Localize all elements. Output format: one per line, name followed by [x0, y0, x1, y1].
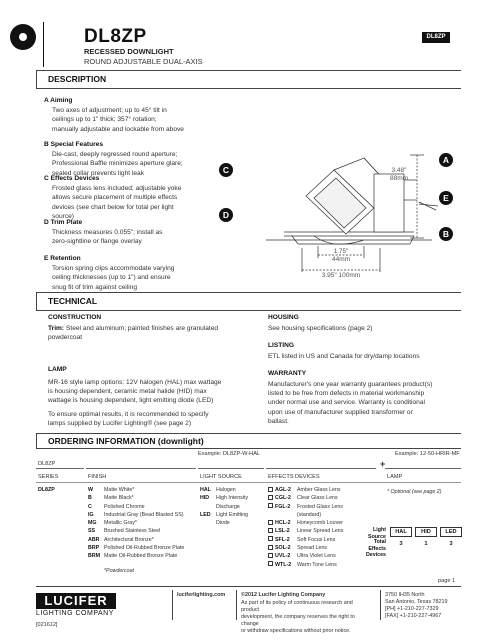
lamp-text [48, 378, 263, 428]
policy-line: development, the company reserves the right to change [241, 614, 355, 627]
light-source-option [200, 486, 266, 494]
finish-option [88, 519, 198, 527]
address-line: 3750 IH35 North [385, 592, 425, 598]
dim-width: 3.95" 100mm [321, 272, 361, 279]
description-item-title: D Trim Plate [44, 219, 83, 226]
description-top-rule [36, 70, 461, 71]
callout-e-label: E [443, 193, 449, 203]
light-source-option [200, 503, 266, 511]
description-item [44, 174, 204, 222]
finish-entry-line [86, 468, 196, 469]
description-item-line: Professional Baffle minimizes aperture glare; [52, 160, 183, 167]
effects-name: (standard) [297, 511, 322, 518]
description-item [44, 140, 204, 178]
finish-name: Polished Oil-Rubbed Bronze Plate [104, 545, 185, 552]
finish-list [88, 486, 198, 561]
description-heading: DESCRIPTION [48, 74, 107, 84]
description-item-title: E Retention [44, 255, 81, 262]
technical-heading: TECHNICAL [48, 296, 98, 306]
policy-line: As part of its policy of continuous research and product [241, 600, 353, 613]
housing-text: See housing specifications (page 2) [268, 325, 373, 332]
construction-label: Trim: [48, 325, 65, 332]
listing-text: ETL listed in US and Canada for dry/damp locations [268, 353, 420, 360]
finish-name: Architectural Bronze* [104, 536, 154, 543]
description-item-line: sealed collar prevents light leak [52, 169, 144, 177]
lamp-line: wattage is housing dependent, light emitting diode (LED) [48, 397, 214, 405]
light-source-code: HID [200, 495, 210, 502]
effects-code: SOL-2 [275, 545, 291, 552]
series-entry-line [36, 468, 84, 469]
address-text [385, 592, 465, 620]
policy-line: or withdraw specifications without prior notice. [241, 628, 351, 634]
effects-name: Warm Tone Lens [297, 561, 337, 568]
description-item-line: source) [52, 213, 74, 220]
warranty-line: under normal use and service. Warranty is conditional [268, 399, 425, 407]
construction-text [48, 324, 258, 342]
description-item [44, 96, 204, 134]
finish-option [88, 544, 198, 552]
effects-code: CGL-2 [275, 495, 291, 502]
effects-name: Frosted Glass Lens [297, 503, 343, 510]
description-heading-rule [36, 88, 461, 89]
finish-code: ABR [88, 536, 100, 543]
dim-height: 3.48" [391, 167, 407, 174]
policy-text [241, 600, 371, 635]
finish-name: Brushed Stainless Steel [104, 528, 161, 535]
description-item [44, 254, 204, 292]
lamp-line: MR-16 style lamp options: 12V halogen (HAL) max wattage [48, 379, 222, 386]
warranty-line: Manufacturer's one year warranty guarantees product(s) [268, 381, 433, 388]
finish-option [88, 486, 198, 494]
finish-option [88, 511, 198, 519]
finish-name: Matte White* [104, 487, 135, 493]
address-line: [PH] +1-210-227-7329 [385, 606, 439, 612]
col-series: SERIES [38, 474, 59, 480]
dim-height-mm: 88mm [389, 175, 409, 182]
model-badge: DL8ZP [422, 32, 450, 43]
page-title: DL8ZP [84, 26, 147, 47]
construction-heading: CONSTRUCTION [48, 314, 102, 321]
col-finish: FINISH [88, 474, 107, 480]
description-item-line: devices (see chart below for total per light [52, 203, 174, 211]
effects-code: AGL-2 [275, 487, 291, 493]
description-item-line: snug fit of trim against ceiling [52, 283, 138, 291]
dim-aperture: 1.75" [333, 248, 349, 255]
description-item-title: B Special Features [44, 141, 104, 148]
warranty-text [268, 380, 463, 426]
description-item-line: manually adjustable and lockable from above [52, 125, 184, 133]
finish-note: *Powdercoat [104, 568, 135, 574]
total-effects-label: Total Effects Devices [365, 539, 386, 558]
description-item-line: Die-cast, deeply regressed round aperture; [52, 150, 178, 158]
description-item-title: A Aiming [44, 97, 73, 104]
lamp-table-header: HAL [390, 527, 412, 537]
light-source-name: Discharge [216, 503, 240, 510]
listing-heading: LISTING [268, 342, 295, 349]
copyright: ©2012 Lucifer Lighting Company [241, 592, 326, 598]
website-link[interactable]: luciferlighting.com [177, 592, 226, 598]
ordering-example-2: Example: 12-50-HRIR-MF [395, 451, 460, 457]
lamp-table-header: HID [415, 527, 437, 537]
effects-name: Ultra Violet Lens [297, 553, 336, 560]
description-left-rule [36, 70, 37, 88]
footer-logo: LUCIFER [36, 593, 116, 609]
lamp-heading: LAMP [48, 366, 67, 373]
effects-name: Spread Lens [297, 545, 328, 552]
col-effects: EFFECTS DEVICES [268, 474, 320, 480]
light-source-name: Diode [216, 520, 230, 527]
footer-divider-2 [236, 590, 237, 620]
effects-name: Amber Glass Lens [297, 487, 341, 493]
plus-sign: + [380, 459, 386, 469]
series-entry: DL8ZP [38, 461, 56, 467]
light-source-option [200, 494, 266, 502]
checkbox-icon [268, 503, 273, 508]
light-source-code: HAL [200, 487, 211, 493]
ordering-heading-rule [36, 448, 461, 449]
finish-name: Metallic Gray* [104, 520, 137, 527]
effects-option [268, 503, 378, 511]
technical-heading-rule [36, 310, 461, 311]
light-source-option [200, 511, 266, 519]
finish-name: Polished Chrome [104, 503, 145, 510]
effects-name: Linear Spread Lens [297, 528, 344, 535]
address-line: [FAX] +1-210-227-4967 [385, 613, 442, 619]
description-item-line: Torsion spring clips accommodate varying [52, 264, 175, 272]
ordering-example-1: Example: DL8ZP-W-HAL [198, 451, 261, 457]
callout-c-label: C [222, 165, 230, 175]
effects-name: Honeycomb Louver [297, 520, 343, 527]
checkbox-icon [268, 528, 273, 533]
lamp-table-value: 3 [399, 541, 403, 547]
technical-left-rule [36, 292, 37, 310]
light-source-code: LED [200, 511, 211, 518]
callout-d-label: D [222, 210, 230, 220]
description-item-line: Thickness measures 0.055"; install as [52, 228, 163, 236]
description-item-line: Frosted glass lens included; adjustable yoke [52, 184, 182, 192]
page-subtitle: RECESSED DOWNLIGHT [84, 47, 174, 56]
light-source-list [200, 486, 266, 527]
product-diagram [214, 140, 464, 290]
ordering-heading: ORDERING INFORMATION (downlight) [48, 436, 204, 446]
effects-option [268, 519, 378, 527]
col-lamp: LAMP [387, 474, 403, 480]
light-source-label: Light Source [368, 527, 386, 540]
finish-code: MG [88, 520, 97, 527]
finish-code: W [88, 487, 93, 493]
lamp-line: is housing dependent, ceramic metal halide (HID) max [48, 388, 207, 396]
callout-b-label: B [442, 229, 450, 239]
light-source-name: Light Emitting [216, 511, 249, 518]
footer-divider-1 [172, 590, 173, 620]
warranty-line: listed to be free from defects in material workmanship [268, 390, 425, 398]
construction-body-2: powdercoat [48, 334, 83, 342]
effects-code: SFL-2 [275, 536, 290, 543]
footer-logo-sub: LIGHTING COMPANY [36, 610, 114, 617]
effects-code: FGL-2 [275, 503, 291, 510]
finish-code: SS [88, 528, 96, 535]
finish-name: Industrial Gray (Bead Blasted SS) [104, 511, 184, 518]
lamp-table-header: LED [440, 527, 462, 537]
lamp-table-value: 1 [424, 541, 428, 547]
callout-a-label: A [442, 155, 450, 165]
description-item-line: ceiling thicknesses (up to 1") and ensure [52, 274, 171, 281]
checkbox-icon [268, 495, 273, 500]
effects-code: UVL-2 [275, 553, 291, 560]
checkbox-icon [268, 536, 273, 541]
series-code: DL8ZP [38, 487, 55, 493]
checkbox-icon [268, 487, 273, 492]
ordering-top-rule [36, 433, 461, 434]
finish-code: BRP [88, 545, 100, 552]
finish-option [88, 536, 198, 544]
lamp-table-value: 3 [449, 541, 453, 547]
effects-entry-line [266, 468, 376, 469]
effects-code: HCL-2 [275, 520, 291, 527]
finish-name: Matte Black* [104, 495, 134, 502]
description-item-line: Two axes of adjustment; up to 45° tilt in [52, 106, 167, 114]
address-line: San Antonio, Texas 78219 [385, 599, 448, 605]
effects-name: Clear Glass Lens [297, 495, 338, 502]
ordering-col-rule [36, 482, 461, 483]
description-item-line: allows secure placement of multiple effects [52, 194, 178, 201]
finish-name: Matte Oil-Rubbed Bronze Plate [104, 553, 178, 560]
finish-code: B [88, 495, 92, 502]
effects-name: Soft Focus Lens [297, 536, 336, 543]
checkbox-icon [268, 545, 273, 550]
header-divider [43, 22, 44, 67]
lamp-table-header-row [390, 527, 462, 537]
finish-code: C [88, 503, 92, 510]
brand-mark-icon [10, 24, 36, 50]
ordering-left-rule [36, 433, 37, 448]
construction-body: Steel and aluminum; painted finishes are granulated [65, 325, 219, 332]
document-code: [021612] [36, 622, 58, 628]
light-source-name: High Intensity [216, 495, 249, 502]
light-source-option [200, 519, 266, 527]
lamp-line: To ensure optimal results, it is recommended to specify [48, 410, 209, 418]
effects-code: WTL-2 [275, 561, 292, 568]
technical-top-rule [36, 292, 461, 293]
checkbox-icon [268, 553, 273, 558]
effects-option [268, 494, 378, 502]
effects-option [268, 561, 378, 569]
description-item-line: zero-sightline or flange overlay [52, 238, 142, 245]
finish-option [88, 552, 198, 560]
effects-option [268, 527, 378, 535]
finish-code: IG [88, 511, 94, 518]
col-light-source: LIGHT SOURCE [200, 474, 242, 480]
lamp-line: lamps supplied by Lucifer Lighting® (see page 2) [48, 419, 192, 427]
page-subtitle-secondary: ROUND ADJUSTABLE DUAL-AXIS [84, 57, 203, 66]
footer-rule [36, 586, 461, 587]
finish-option [88, 503, 198, 511]
description-item-line: ceilings up to 1" thick; 357° rotation; [52, 116, 157, 123]
finish-option [88, 494, 198, 502]
lamp-table-value-row [390, 541, 462, 547]
warranty-heading: WARRANTY [268, 370, 307, 377]
effects-option [268, 486, 378, 494]
warranty-line: upon use of manufacturer supplied transformer or [268, 408, 413, 416]
lamp-entry-line [385, 468, 461, 469]
light-entry-line [198, 468, 264, 469]
footer-divider-3 [380, 590, 381, 620]
finish-option [88, 527, 198, 535]
lamp-note: * Optional (see page 2) [387, 489, 442, 495]
description-item-title: C Effects Devices [44, 175, 100, 182]
page-number: page 1 [438, 578, 456, 584]
effects-code: LSL-2 [275, 528, 290, 535]
dim-aperture-mm: 44mm [331, 256, 351, 263]
checkbox-icon [268, 561, 273, 566]
effects-option [268, 511, 378, 519]
warranty-line: ballast. [268, 417, 289, 425]
lamp-effects-table [390, 527, 462, 547]
checkbox-icon [268, 520, 273, 525]
description-item [44, 218, 204, 247]
finish-code: BRM [88, 553, 101, 560]
housing-heading: HOUSING [268, 314, 299, 321]
light-source-name: Halogen [216, 487, 236, 493]
